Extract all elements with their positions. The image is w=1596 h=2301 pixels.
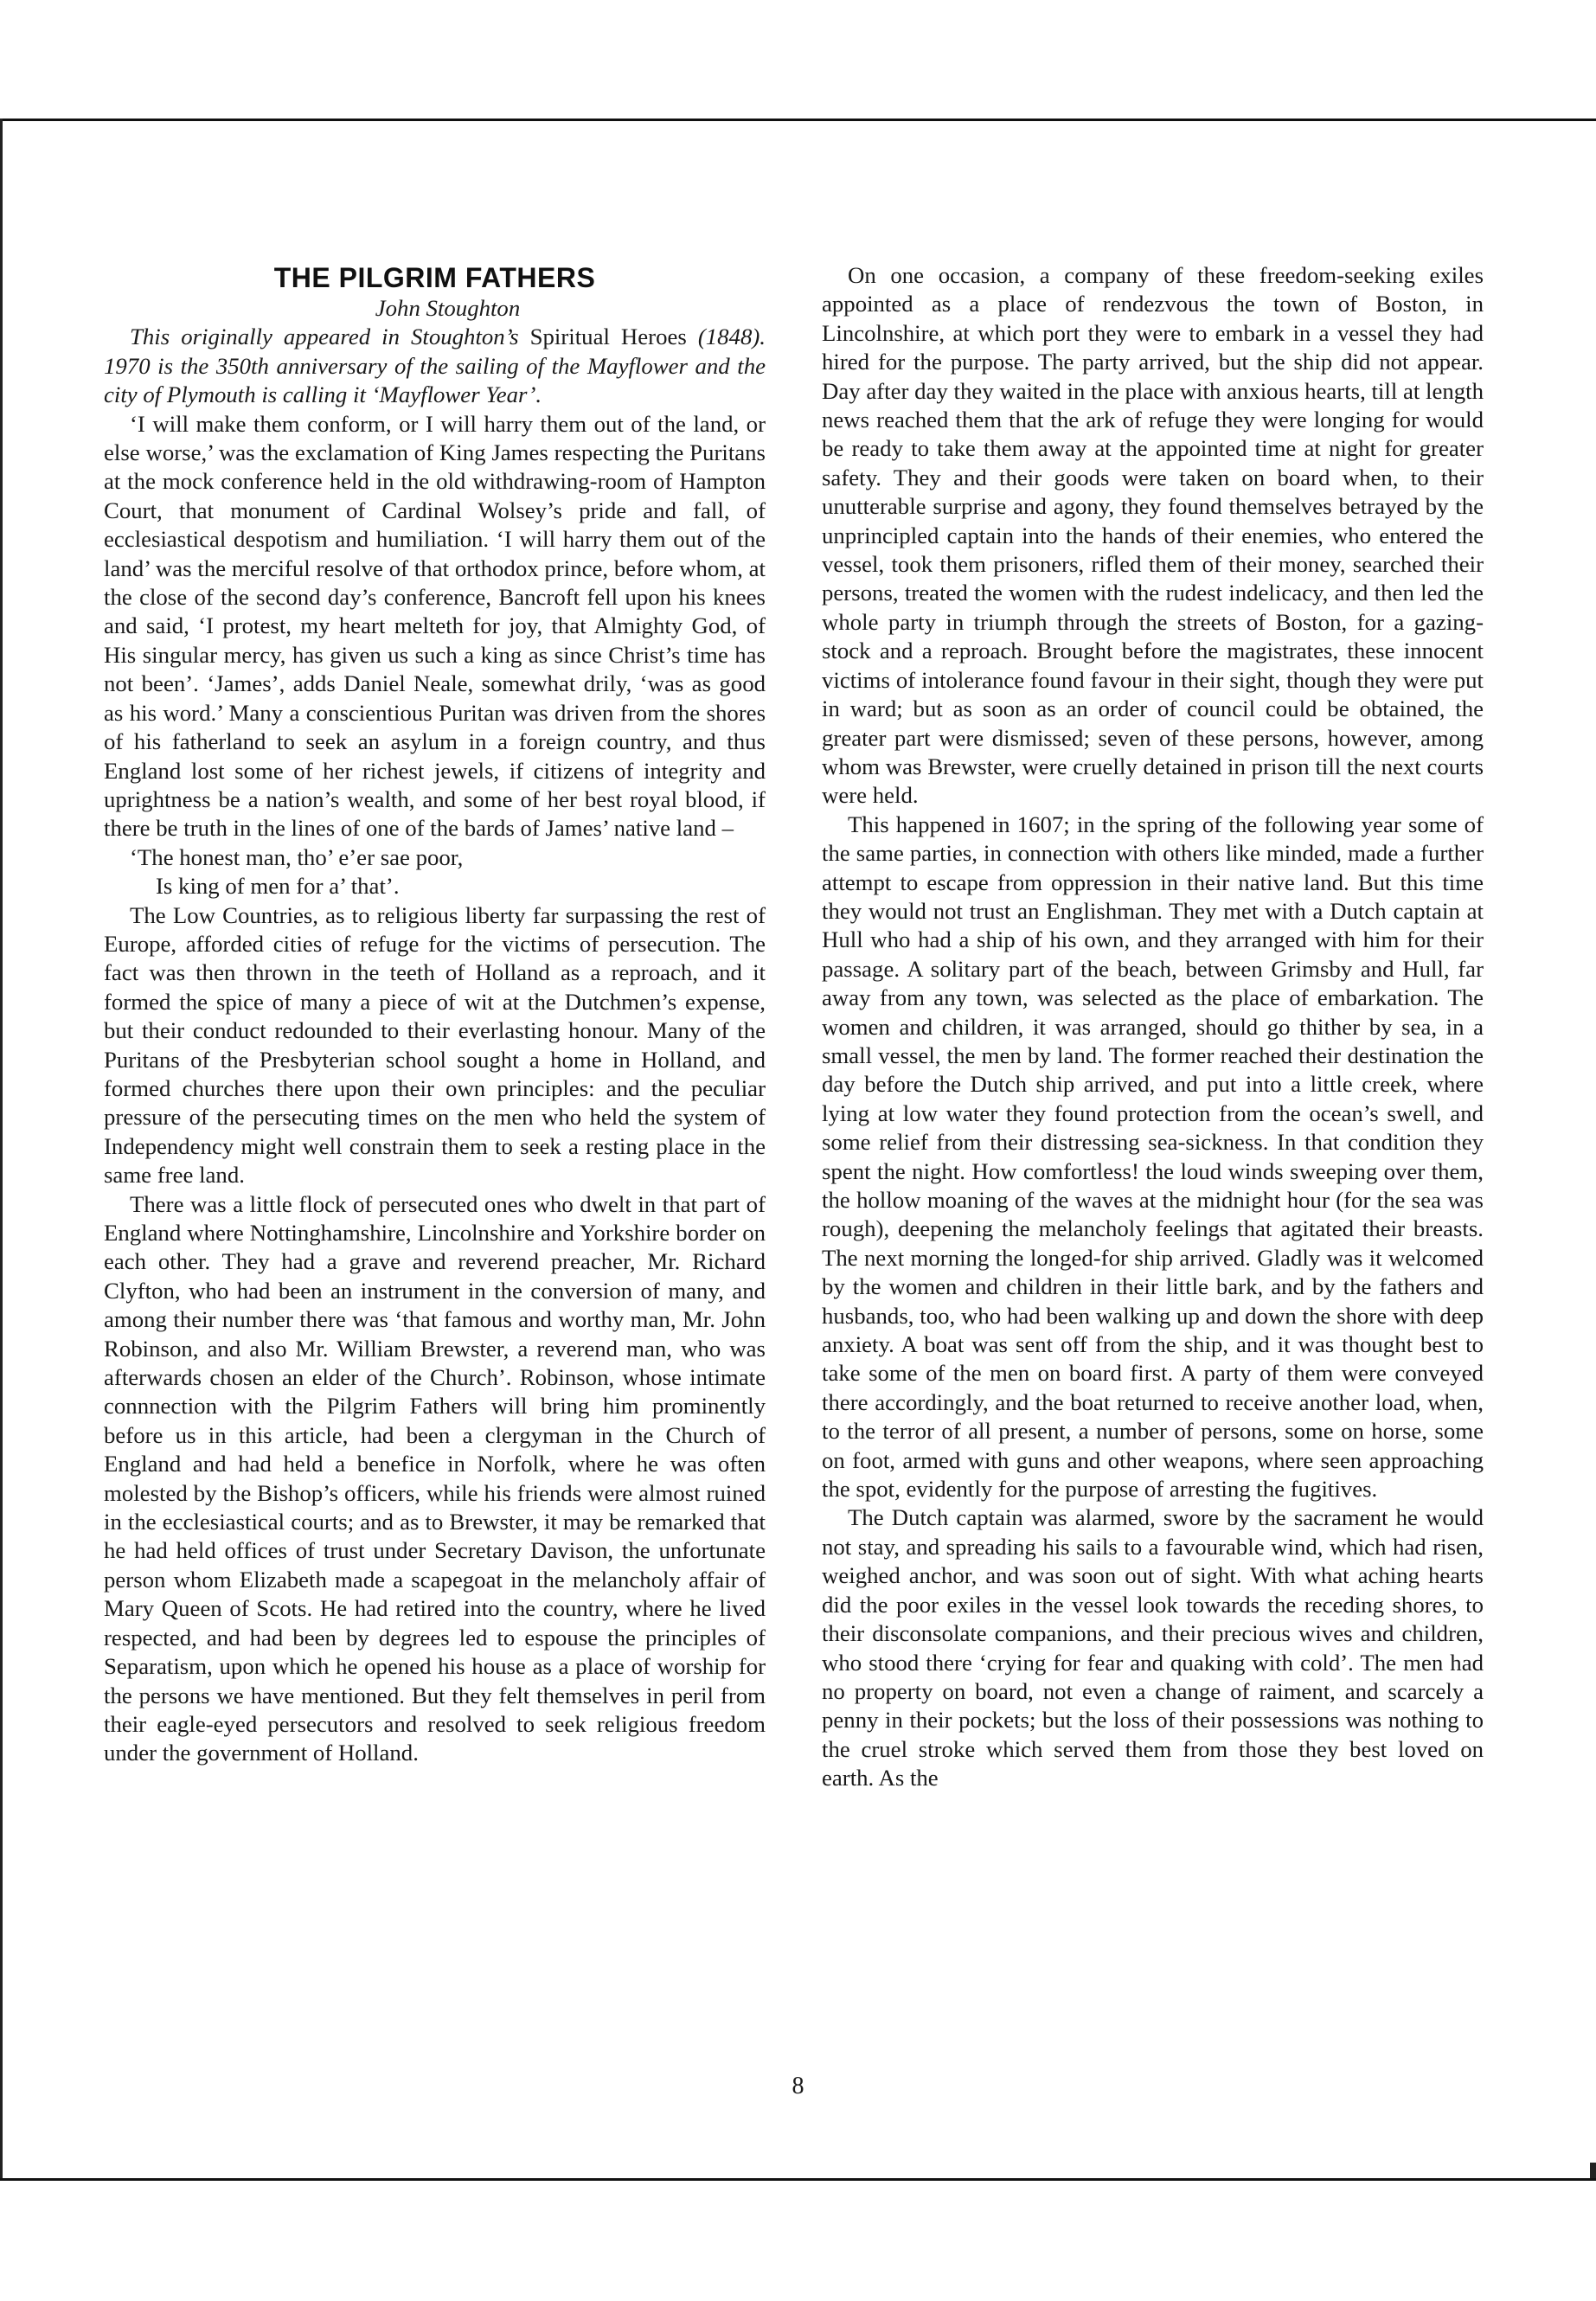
paragraph: This happened in 1607; in the spring of the following year some of the same parties, in connection with others like minded, made a further attempt to escape from oppression in their native land. But this time they would not trust an Englishman. They met with a Dutch captain at Hull who had a ship of his own, and they arranged with him for their passage. A solitary part of the beach, between Grimsby and Hull, far away from any town, was selected as the place of embarkation. The women and children, it was arranged, should go thither by sea, in a small vessel, the men by land. The former reached their destination the day before the Dutch ship arrived, and put into a little creek, where lying at low water they found protection from the ocean’s swell, and some relief from their distressing sea-sickness. In that condition they spent the night. How comfortless! the loud winds sweeping over them, the hollow moaning of the waves at the midnight hour (for the sea was rough), deepening the melancholy feelings that agitated their breasts. The next morning the longed-for ship arrived. Gladly was it welcomed by the women and children in their little bark, and by the fathers and husbands, too, who had been walking up and down the shore with deep anxiety. A boat was sent off from the ship, and it was thought best to take some of the men on board first. A party of them were conveyed there accordingly, and the boat returned to receive another load, when, to the terror of all present, a number of persons, some on horse, some on foot, armed with guns and other weapons, where seen approaching the spot, evidently for the purpose of arresting the fugitives. <box>822 811 1484 1503</box>
left-edge-rule <box>0 119 3 2180</box>
intro-text-1: This originally appeared in Stoughton’s <box>130 324 530 350</box>
intro-note <box>104 323 766 409</box>
paragraph: The Low Countries, as to religious liberty far surpassing the rest of Europe, afforded cities of refuge for the victims of persecution. The fact was then thrown in the teeth of Holland as a reproach, and it formed the spice of many a piece of wit at the Dutchmen’s expense, but their conduct redounded to their everlasting honour. Many of the Puritans of the Presbyterian school sought a home in Holland, and formed churches there upon their own principles: and the peculiar pressure of the persecuting times on the men who held the system of Independency might well constrain them to seek a resting place in the same free land. <box>104 901 766 1189</box>
top-rule <box>0 119 1596 121</box>
left-column <box>104 261 766 1768</box>
intro-text-2: (1848). 1970 is the 350th anniversary of the sailing of the Mayflower and the city of Plymouth is calling it ‘Mayflower Year’. <box>104 324 766 408</box>
paragraph: There was a little flock of persecuted ones who dwelt in that part of England where Nottinghamshire, Lincolnshire and Yorkshire border on each other. They had a grave and reverend preacher, Mr. Richard Clyfton, who had been an instrument in the conversion of many, and among their number there was ‘that famous and worthy man, Mr. John Robinson, and also Mr. William Brewster, a reverend man, who was afterwards chosen an elder of the Church’. Robinson, whose intimate connnection with the Pilgrim Fathers will bring him prominently before us in this article, had been a clergyman in the Church of England and had held a benefice in Norfolk, where he was often molested by the Bishop’s officers, while his friends were almost ruined in the ecclesiastical courts; and as to Brewster, it may be remarked that he had held offices of trust under Secretary Davison, the unfortunate person whom Elizabeth made a scapegoat in the melancholy affair of Mary Queen of Scots. He had retired into the country, where he lived respected, and had been by degrees led to espouse the principles of Separatism, upon which he opened his house as a place of worship for the persons we have mentioned. But they felt themselves in peril from their eagle-eyed persecutors and resolved to seek religious freedom under the government of Holland. <box>104 1190 766 1766</box>
bottom-rule <box>0 2178 1596 2181</box>
page-number: 8 <box>792 2073 804 2099</box>
corner-mark <box>1590 2163 1596 2178</box>
verse-line: Is king of men for a’ that’. <box>156 873 400 900</box>
article-title: THE PILGRIM FATHERS <box>273 262 596 293</box>
paragraph: ‘I will make them conform, or I will harry them out of the land, or else worse,’ was the exclamation of King James respecting the Puritans at the mock conference held in the old withdrawing-room of Hampton Court, that monument of Cardinal Wolsey’s pride and fall, of ecclesiastical despotism and humiliation. ‘I will harry them out of the land’ was the merciful resolve of that orthodox prince, before whom, at the close of the second day’s conference, Bancroft fell upon his knees and said, ‘I protest, my heart melteth for joy, that Almighty God, of His singular mercy, has given us such a king as since Christ’s time has not been’. ‘James’, adds Daniel Neale, somewhat drily, ‘was as good as his word.’ Many a conscientious Puritan was driven from the shores of his fatherland to seek an asylum in a foreign country, and thus England lost some of her richest jewels, if citizens of integrity and uprightness be a nation’s wealth, and some of her best royal blood, if there be truth in the lines of one of the bards of James’ native land – <box>104 410 766 842</box>
paragraph: On one occasion, a company of these freedom-seeking exiles appointed as a place of rendezvous the town of Boston, in Lincolnshire, at which port they were to embark in a vessel they had hired for the purpose. The party arrived, but the ship did not appear. Day after day they waited in the place with anxious hearts, till at length news reached them that the ark of refuge they were longing for would be ready to take them away at the appointed time at night for greater safety. They and their goods were taken on board when, to their unutterable surprise and agony, they found themselves betrayed by the unprincipled captain into the hands of their enemies, who entered the vessel, took them prisoners, rifled them of their money, searched their persons, treated the women with the rudest indelicacy, and then led the whole party in triumph through the streets of Boston, for a gazing-stock and a reproach. Brought before the magistrates, these innocent victims of intolerance found favour in their sight, though they were put in ward; but as soon as an order of council could be obtained, the greater part were dismissed; seven of these persons, however, among whom was Brewster, were cruelly detained in prison till the next courts were held. <box>822 262 1484 809</box>
paragraph: The Dutch captain was alarmed, swore by the sacrament he would not stay, and spreading his sails to a favourable wind, which had risen, weighed anchor, and was soon out of sight. With what aching hearts did the poor exiles in the vessel look towards the receding shores, to their disconsolate companions, and their precious wives and children, who stood there ‘crying for fear and quaking with cold’. The men had no property on board, not even a change of raiment, and scarcely a penny in their pockets; but the loss of their possessions was nothing to the cruel stroke which served them from those they best loved on earth. As the <box>822 1504 1484 1791</box>
verse-quote <box>104 843 766 901</box>
verse-line: ‘The honest man, tho’ e’er sae poor, <box>130 843 464 870</box>
article-author: John Stoughton <box>375 295 521 321</box>
intro-book-title: Spiritual Heroes <box>529 324 687 350</box>
right-column <box>822 261 1484 1793</box>
